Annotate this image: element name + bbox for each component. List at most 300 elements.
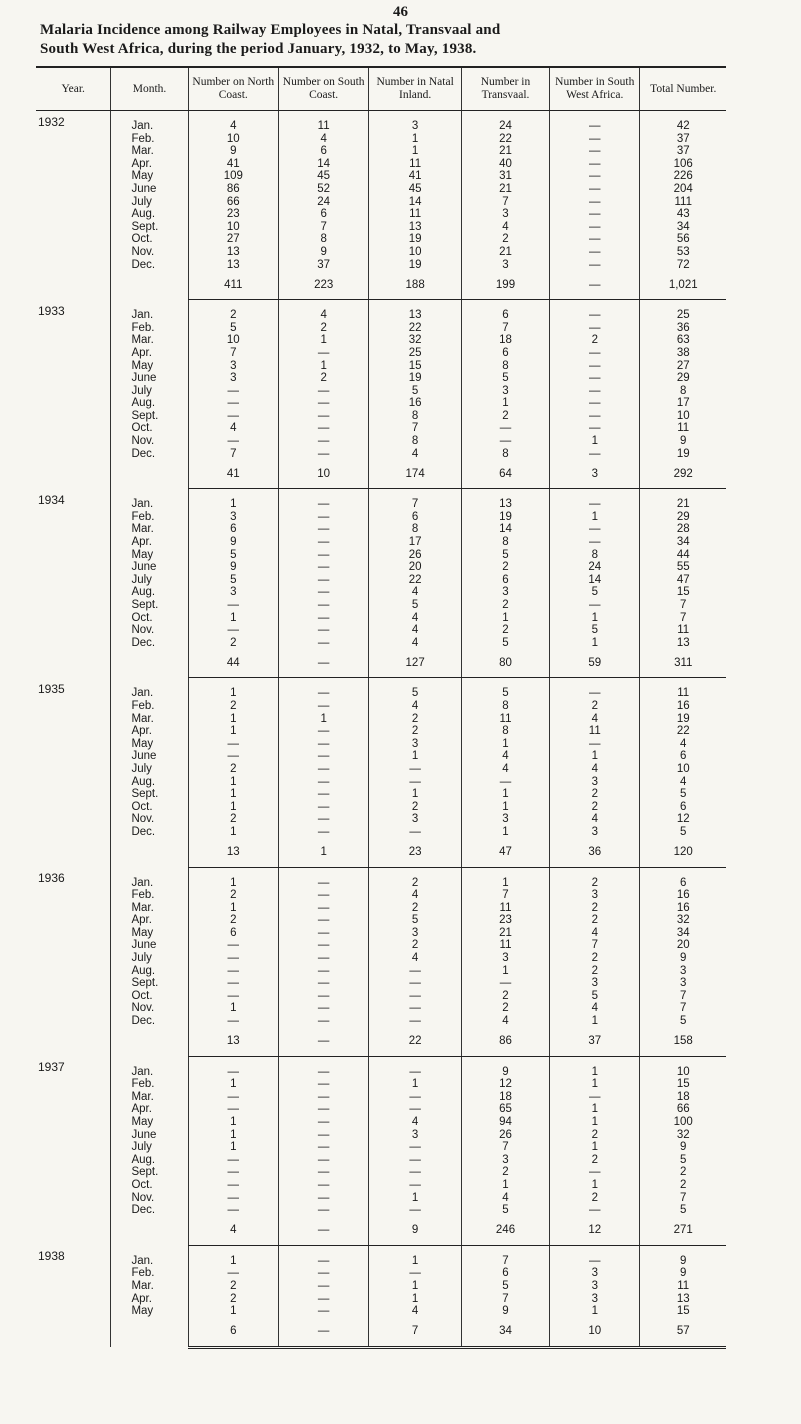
transvaal-cell: 11 [461, 939, 549, 952]
spacer-cell [461, 489, 549, 499]
total-north-coast-cell: 6 [188, 1318, 278, 1348]
south-west-africa-cell: — [550, 309, 640, 322]
south-west-africa-cell: — [550, 1255, 640, 1268]
natal-inland-cell: 25 [369, 347, 462, 360]
month-cell: June [111, 750, 188, 763]
month-row [36, 334, 726, 347]
col-header-south-west-africa: Number in South West Africa. [550, 67, 640, 111]
natal-inland-cell: 3 [369, 1129, 462, 1142]
col-header-natal-inland: Number in Natal Inland. [369, 67, 462, 111]
transvaal-cell: 6 [461, 347, 549, 360]
month-cell: June [111, 561, 188, 574]
south-west-africa-cell: 1 [550, 1015, 640, 1028]
transvaal-cell: 7 [461, 1141, 549, 1154]
month-row [36, 826, 726, 839]
month-row [36, 1192, 726, 1205]
south-west-africa-cell: — [550, 360, 640, 373]
month-row [36, 776, 726, 789]
transvaal-cell: 1 [461, 965, 549, 978]
total-cell: 22 [640, 725, 726, 738]
spacer-cell [188, 300, 278, 310]
total-cell: 53 [640, 246, 726, 259]
south-west-africa-cell: — [550, 1166, 640, 1179]
south-west-africa-cell: — [550, 385, 640, 398]
total-cell: 19 [640, 448, 726, 461]
transvaal-cell: 2 [461, 1002, 549, 1015]
north-coast-cell: 1 [188, 498, 278, 511]
transvaal-cell: 7 [461, 322, 549, 335]
transvaal-cell: 21 [461, 183, 549, 196]
natal-inland-cell: — [369, 990, 462, 1003]
transvaal-cell: 21 [461, 927, 549, 940]
transvaal-cell: 1 [461, 1179, 549, 1192]
total-cell: 29 [640, 372, 726, 385]
month-row [36, 914, 726, 927]
south-coast-cell: 24 [278, 196, 368, 209]
north-coast-cell: — [188, 1103, 278, 1116]
natal-inland-cell: 19 [369, 259, 462, 272]
total-transvaal-cell: 34 [461, 1318, 549, 1348]
total-cell: 27 [640, 360, 726, 373]
natal-inland-cell: 6 [369, 511, 462, 524]
north-coast-cell: 1 [188, 1078, 278, 1091]
transvaal-cell: 6 [461, 309, 549, 322]
total-total-cell: 57 [640, 1318, 726, 1348]
total-transvaal-cell: 64 [461, 460, 549, 489]
total-cell: 19 [640, 713, 726, 726]
natal-inland-cell: 1 [369, 145, 462, 158]
total-cell: 66 [640, 1103, 726, 1116]
total-transvaal-cell: 80 [461, 649, 549, 678]
natal-inland-cell: 2 [369, 801, 462, 814]
transvaal-cell: 8 [461, 725, 549, 738]
natal-inland-cell: 4 [369, 889, 462, 902]
south-west-africa-cell: 2 [550, 1129, 640, 1142]
south-coast-cell: — [278, 523, 368, 536]
north-coast-cell: 13 [188, 246, 278, 259]
month-cell: Apr. [111, 347, 188, 360]
south-coast-cell: — [278, 1066, 368, 1079]
natal-inland-cell: — [369, 1002, 462, 1015]
south-coast-cell: 2 [278, 372, 368, 385]
south-coast-cell: — [278, 1192, 368, 1205]
total-cell: 10 [640, 763, 726, 776]
transvaal-cell: 2 [461, 599, 549, 612]
south-west-africa-cell: 2 [550, 801, 640, 814]
year-total-row [36, 1028, 726, 1057]
spacer-cell [278, 489, 368, 499]
natal-inland-cell: 16 [369, 397, 462, 410]
transvaal-cell: 2 [461, 990, 549, 1003]
total-total-cell: 292 [640, 460, 726, 489]
natal-inland-cell: 45 [369, 183, 462, 196]
north-coast-cell: — [188, 1192, 278, 1205]
transvaal-cell: 11 [461, 902, 549, 915]
total-south-west-africa-cell: 37 [550, 1028, 640, 1057]
south-coast-cell: — [278, 422, 368, 435]
natal-inland-cell: — [369, 776, 462, 789]
south-west-africa-cell: — [550, 208, 640, 221]
month-cell: Apr. [111, 158, 188, 171]
south-coast-cell: — [278, 1129, 368, 1142]
month-cell: July [111, 385, 188, 398]
title-line-2: South West Africa, during the period January, 1932, to May, 1938. [40, 41, 477, 57]
south-west-africa-cell: — [550, 422, 640, 435]
total-natal-inland-cell: 22 [369, 1028, 462, 1057]
south-coast-cell: — [278, 1166, 368, 1179]
south-coast-cell: — [278, 1305, 368, 1318]
natal-inland-cell: — [369, 1091, 462, 1104]
spacer-cell [278, 111, 368, 121]
south-west-africa-cell: 4 [550, 1002, 640, 1015]
month-row [36, 561, 726, 574]
total-cell: 11 [640, 1280, 726, 1293]
natal-inland-cell: 5 [369, 687, 462, 700]
month-cell: Nov. [111, 1192, 188, 1205]
transvaal-cell: 3 [461, 586, 549, 599]
month-cell: May [111, 1116, 188, 1129]
north-coast-cell: 2 [188, 1293, 278, 1306]
month-cell: June [111, 372, 188, 385]
month-row [36, 637, 726, 650]
month-cell: Aug. [111, 965, 188, 978]
total-south-west-africa-cell: 36 [550, 839, 640, 868]
total-total-cell: 271 [640, 1217, 726, 1246]
month-cell: Feb. [111, 700, 188, 713]
month-row [36, 1091, 726, 1104]
transvaal-cell: 5 [461, 549, 549, 562]
transvaal-cell: 8 [461, 700, 549, 713]
north-coast-cell: 1 [188, 877, 278, 890]
north-coast-cell: 6 [188, 927, 278, 940]
page-number: 46 [393, 4, 408, 20]
total-cell: 2 [640, 1166, 726, 1179]
total-cell: 9 [640, 435, 726, 448]
natal-inland-cell: 8 [369, 435, 462, 448]
north-coast-cell: 109 [188, 170, 278, 183]
south-coast-cell: — [278, 1154, 368, 1167]
total-north-coast-cell: 44 [188, 649, 278, 678]
south-west-africa-cell: — [550, 133, 640, 146]
natal-inland-cell: 7 [369, 498, 462, 511]
south-coast-cell: — [278, 750, 368, 763]
total-cell: 11 [640, 687, 726, 700]
south-west-africa-cell: 3 [550, 977, 640, 990]
south-west-africa-cell: 3 [550, 889, 640, 902]
natal-inland-cell: 41 [369, 170, 462, 183]
spacer-cell [640, 678, 726, 688]
north-coast-cell: — [188, 1066, 278, 1079]
south-coast-cell: — [278, 763, 368, 776]
north-coast-cell: — [188, 750, 278, 763]
total-label-cell [111, 1217, 188, 1246]
transvaal-cell: 24 [461, 120, 549, 133]
north-coast-cell: 3 [188, 372, 278, 385]
natal-inland-cell: 1 [369, 1192, 462, 1205]
natal-inland-cell: 15 [369, 360, 462, 373]
natal-inland-cell: 8 [369, 410, 462, 423]
month-cell: July [111, 763, 188, 776]
south-west-africa-cell: — [550, 347, 640, 360]
transvaal-cell: 13 [461, 498, 549, 511]
natal-inland-cell: 1 [369, 1255, 462, 1268]
south-coast-cell: 1 [278, 713, 368, 726]
north-coast-cell: 1 [188, 776, 278, 789]
month-row [36, 360, 726, 373]
north-coast-cell: 2 [188, 1280, 278, 1293]
south-west-africa-cell: 5 [550, 586, 640, 599]
spacer-row [36, 867, 726, 877]
natal-inland-cell: 4 [369, 624, 462, 637]
month-row [36, 1141, 726, 1154]
total-total-cell: 120 [640, 839, 726, 868]
south-coast-cell: — [278, 801, 368, 814]
total-north-coast-cell: 13 [188, 839, 278, 868]
south-west-africa-cell: — [550, 498, 640, 511]
transvaal-cell: 4 [461, 1015, 549, 1028]
spacer-cell [461, 111, 549, 121]
natal-inland-cell: 1 [369, 788, 462, 801]
natal-inland-cell: 1 [369, 1293, 462, 1306]
south-west-africa-cell: 5 [550, 990, 640, 1003]
total-cell: 55 [640, 561, 726, 574]
total-transvaal-cell: 47 [461, 839, 549, 868]
spacer-cell [111, 867, 188, 877]
transvaal-cell: 23 [461, 914, 549, 927]
year-cell: 1932 [38, 115, 65, 129]
north-coast-cell: — [188, 1166, 278, 1179]
month-row [36, 952, 726, 965]
total-cell: 10 [640, 1066, 726, 1079]
total-cell: 10 [640, 410, 726, 423]
south-coast-cell: — [278, 1015, 368, 1028]
month-row [36, 1267, 726, 1280]
month-row [36, 422, 726, 435]
south-west-africa-cell: 1 [550, 750, 640, 763]
total-label-cell [111, 1028, 188, 1057]
month-row [36, 902, 726, 915]
south-coast-cell: 11 [278, 120, 368, 133]
month-row [36, 877, 726, 890]
month-cell: Dec. [111, 637, 188, 650]
south-west-africa-cell: 1 [550, 1066, 640, 1079]
natal-inland-cell: 10 [369, 246, 462, 259]
natal-inland-cell: 1 [369, 133, 462, 146]
south-coast-cell: — [278, 939, 368, 952]
south-west-africa-cell: 4 [550, 813, 640, 826]
transvaal-cell: — [461, 435, 549, 448]
transvaal-cell: 1 [461, 826, 549, 839]
month-row [36, 1002, 726, 1015]
total-cell: 7 [640, 990, 726, 1003]
north-coast-cell: — [188, 977, 278, 990]
month-cell: May [111, 170, 188, 183]
total-cell: 13 [640, 1293, 726, 1306]
natal-inland-cell: — [369, 1179, 462, 1192]
year-cell: 1938 [38, 1249, 65, 1264]
spacer-cell [111, 489, 188, 499]
transvaal-cell: 1 [461, 397, 549, 410]
total-cell: 16 [640, 700, 726, 713]
south-coast-cell: — [278, 902, 368, 915]
month-row [36, 1116, 726, 1129]
south-coast-cell: 1 [278, 334, 368, 347]
south-coast-cell: — [278, 700, 368, 713]
north-coast-cell: — [188, 624, 278, 637]
total-cell: 9 [640, 1267, 726, 1280]
total-cell: 16 [640, 902, 726, 915]
south-west-africa-cell: 1 [550, 1078, 640, 1091]
total-south-west-africa-cell: 12 [550, 1217, 640, 1246]
north-coast-cell: — [188, 952, 278, 965]
total-cell: 5 [640, 1154, 726, 1167]
spacer-row [36, 111, 726, 121]
year-total-row [36, 460, 726, 489]
transvaal-cell: 18 [461, 1091, 549, 1104]
month-row [36, 133, 726, 146]
month-row [36, 624, 726, 637]
south-coast-cell: — [278, 1293, 368, 1306]
month-row [36, 763, 726, 776]
spacer-cell [640, 1245, 726, 1255]
month-cell: Aug. [111, 1154, 188, 1167]
transvaal-cell: 31 [461, 170, 549, 183]
south-coast-cell: — [278, 410, 368, 423]
natal-inland-cell: 4 [369, 612, 462, 625]
month-row [36, 713, 726, 726]
month-row [36, 196, 726, 209]
total-cell: 21 [640, 498, 726, 511]
total-north-coast-cell: 4 [188, 1217, 278, 1246]
month-row [36, 1103, 726, 1116]
north-coast-cell: — [188, 385, 278, 398]
spacer-cell [550, 867, 640, 877]
natal-inland-cell: 4 [369, 700, 462, 713]
north-coast-cell: 2 [188, 637, 278, 650]
month-cell: Feb. [111, 322, 188, 335]
north-coast-cell: — [188, 1154, 278, 1167]
natal-inland-cell: 2 [369, 725, 462, 738]
total-label-cell [111, 839, 188, 868]
spacer-cell [640, 489, 726, 499]
south-coast-cell: — [278, 776, 368, 789]
south-west-africa-cell: 1 [550, 511, 640, 524]
total-cell: 8 [640, 385, 726, 398]
month-cell: May [111, 927, 188, 940]
month-cell: Nov. [111, 1002, 188, 1015]
month-cell: Jan. [111, 1066, 188, 1079]
month-cell: July [111, 952, 188, 965]
north-coast-cell: 1 [188, 1002, 278, 1015]
month-cell: July [111, 196, 188, 209]
total-cell: 29 [640, 511, 726, 524]
natal-inland-cell: 3 [369, 927, 462, 940]
total-cell: 15 [640, 1305, 726, 1318]
south-coast-cell: — [278, 1255, 368, 1268]
natal-inland-cell: 4 [369, 952, 462, 965]
month-row [36, 309, 726, 322]
natal-inland-cell: 4 [369, 1305, 462, 1318]
north-coast-cell: — [188, 1179, 278, 1192]
month-row [36, 1204, 726, 1217]
total-cell: 44 [640, 549, 726, 562]
month-cell: June [111, 939, 188, 952]
south-coast-cell: — [278, 826, 368, 839]
month-cell: Jan. [111, 498, 188, 511]
month-row [36, 965, 726, 978]
south-coast-cell: — [278, 813, 368, 826]
north-coast-cell: 9 [188, 145, 278, 158]
south-west-africa-cell: 3 [550, 826, 640, 839]
total-cell: 43 [640, 208, 726, 221]
south-coast-cell: — [278, 385, 368, 398]
month-row [36, 1129, 726, 1142]
south-west-africa-cell: — [550, 448, 640, 461]
south-west-africa-cell: — [550, 687, 640, 700]
natal-inland-cell: — [369, 977, 462, 990]
total-north-coast-cell: 411 [188, 271, 278, 300]
south-west-africa-cell: 3 [550, 1267, 640, 1280]
transvaal-cell: 3 [461, 1154, 549, 1167]
spacer-cell [369, 111, 462, 121]
south-coast-cell: — [278, 1002, 368, 1015]
south-west-africa-cell: 2 [550, 902, 640, 915]
month-row [36, 1015, 726, 1028]
south-west-africa-cell: — [550, 145, 640, 158]
south-coast-cell: — [278, 511, 368, 524]
south-west-africa-cell: 2 [550, 952, 640, 965]
north-coast-cell: 41 [188, 158, 278, 171]
total-total-cell: 158 [640, 1028, 726, 1057]
south-coast-cell: — [278, 599, 368, 612]
spacer-cell [111, 111, 188, 121]
south-west-africa-cell: 2 [550, 965, 640, 978]
month-row [36, 259, 726, 272]
total-cell: 18 [640, 1091, 726, 1104]
month-cell: Apr. [111, 725, 188, 738]
natal-inland-cell: 2 [369, 939, 462, 952]
month-row [36, 788, 726, 801]
transvaal-cell: — [461, 776, 549, 789]
south-coast-cell: — [278, 347, 368, 360]
north-coast-cell: 3 [188, 360, 278, 373]
spacer-cell [461, 867, 549, 877]
north-coast-cell: 1 [188, 612, 278, 625]
south-coast-cell: 7 [278, 221, 368, 234]
south-west-africa-cell: — [550, 410, 640, 423]
transvaal-cell: 26 [461, 1129, 549, 1142]
natal-inland-cell: 19 [369, 233, 462, 246]
north-coast-cell: 13 [188, 259, 278, 272]
transvaal-cell: 2 [461, 561, 549, 574]
total-north-coast-cell: 41 [188, 460, 278, 489]
table-title [40, 21, 780, 59]
month-cell: Mar. [111, 1280, 188, 1293]
transvaal-cell: 11 [461, 713, 549, 726]
total-cell: 4 [640, 738, 726, 751]
total-cell: 5 [640, 788, 726, 801]
south-coast-cell: — [278, 397, 368, 410]
south-west-africa-cell: — [550, 158, 640, 171]
south-coast-cell: — [278, 624, 368, 637]
month-row [36, 1305, 726, 1318]
south-west-africa-cell: — [550, 196, 640, 209]
south-coast-cell: 2 [278, 322, 368, 335]
month-cell: Feb. [111, 133, 188, 146]
north-coast-cell: 3 [188, 511, 278, 524]
month-row [36, 170, 726, 183]
month-cell: Dec. [111, 1015, 188, 1028]
